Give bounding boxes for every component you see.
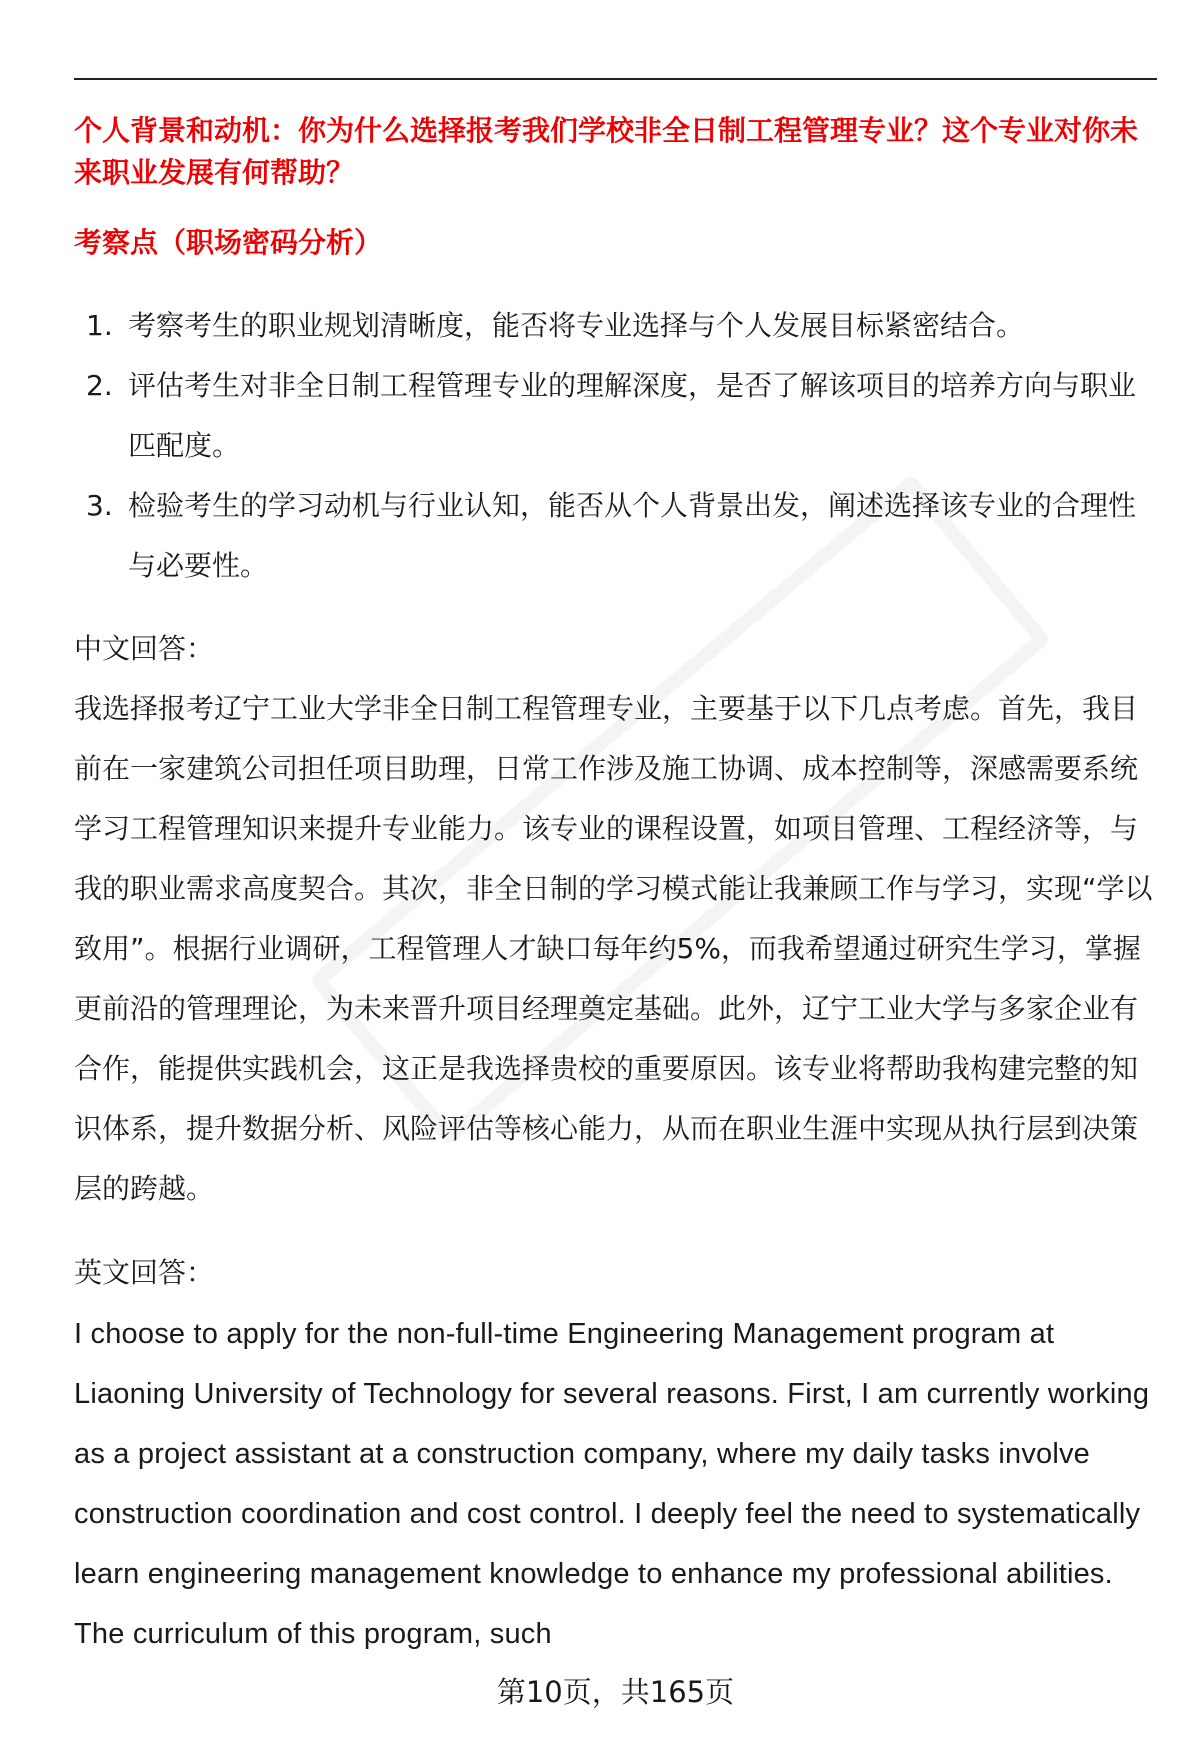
list-item-number: 1.: [86, 309, 113, 342]
question-heading: 个人背景和动机：你为什么选择报考我们学校非全日制工程管理专业？这个专业对你未来职业发展有何帮助？: [74, 114, 1139, 189]
focus-points-list: [74, 296, 1157, 596]
chinese-answer-text: 我选择报考辽宁工业大学非全日制工程管理专业，主要基于以下几点考虑。首先，我目前在一家建筑公司担任项目助理，日常工作涉及施工协调、成本控制等，深感需要系统学习工程管理知识来提升专业能力。该专业的课程设置，如项目管理、工程经济等，与我的职业需求高度契合。其次，非全日制的学习模式能让我兼顾工作与学习，实现“学以致用”。根据行业调研，工程管理人才缺口每年约5%，而我希望通过研究生学习，掌握更前沿的管理理论，为未来晋升项目经理奠定基础。此外，辽宁工业大学与多家企业有合作，能提供实践机会，这正是我选择贵校的重要原因。该专业将帮助我构建完整的知识体系，提升数据分析、风险评估等核心能力，从而在职业生涯中实现从执行层到决策层的跨越。: [74, 692, 1153, 1205]
list-item-number: 2.: [86, 369, 113, 402]
top-rule: [74, 78, 1157, 80]
list-item-number: 3.: [86, 489, 113, 522]
list-item-text: 检验考生的学习动机与行业认知，能否从个人背景出发，阐述选择该专业的合理性与必要性。: [128, 489, 1137, 582]
list-item: [74, 476, 1157, 596]
list-item: [74, 296, 1157, 356]
list-item-text: 评估考生对非全日制工程管理专业的理解深度，是否了解该项目的培养方向与职业匹配度。: [128, 369, 1137, 462]
list-item: [74, 356, 1157, 476]
document-page: [74, 0, 1157, 1755]
list-item-text: 考察考生的职业规划清晰度，能否将专业选择与个人发展目标紧密结合。: [128, 309, 1025, 342]
page-number-footer: 第10页，共165页: [496, 1675, 735, 1709]
english-answer-text: I choose to apply for the non-full-time Engineering Management program at Liaoning University of Technology for several reasons. First, I am currently working as a project assistant at a construction company, where my daily tasks involve construction coordination and cost control. I deeply feel the need to systematically learn engineering management knowledge to enhance my professional abilities. The curriculum of this program, such: [74, 1318, 1150, 1650]
chinese-answer-label: 中文回答：: [74, 632, 215, 665]
english-answer-label: 英文回答：: [74, 1256, 215, 1289]
focus-heading: 考察点（职场密码分析）: [74, 226, 383, 259]
